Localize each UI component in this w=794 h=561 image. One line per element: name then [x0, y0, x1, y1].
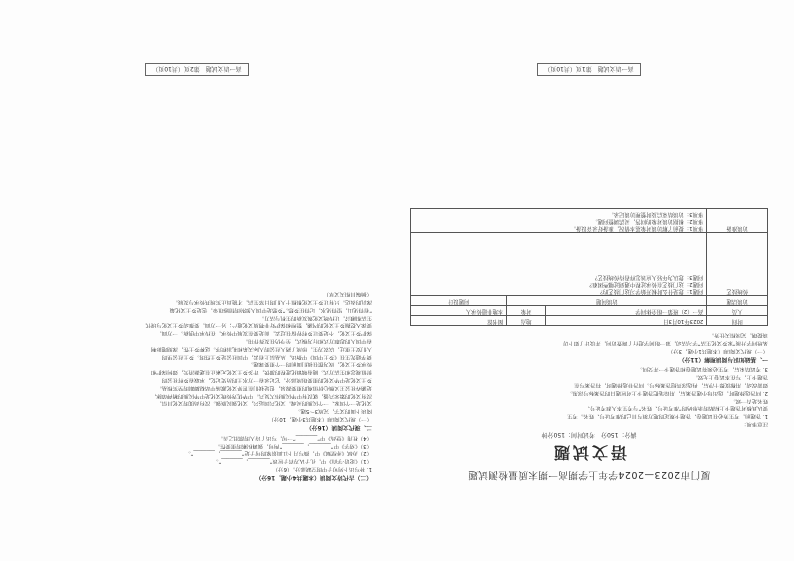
- cell-time-value: 2023年10月3日: [545, 316, 707, 326]
- cell-time-label: 时间: [707, 316, 768, 326]
- notice-line: 要认真核对答题卡上粘贴的条形码的“准考证号、姓名”与考生本人准考证号、: [584, 405, 768, 412]
- prep-line: 事项2：根据访谈对象的回答，灵活调整问题。: [592, 218, 704, 225]
- cell-object-value: 本地非遗传承人: [411, 306, 507, 316]
- col-question-header: 访谈问题: [507, 296, 707, 306]
- question-line: 问题2：这门技艺在传承过程中遇到过哪些困难？: [586, 281, 704, 288]
- section-1-title: 一、基础知识与阅读理解（11分）: [678, 355, 768, 362]
- cell-object-label: 对象: [507, 306, 545, 316]
- passage-line: 深沉的表达。只有让乡土文化根植于人们的日常生活，才能真正实现其传承与发展。: [172, 299, 372, 306]
- topic-b: 访谈准备: [707, 209, 768, 233]
- classical-item: （2）苏轼《赤壁赋》中，描写月下江面景象的句子是“________，________”。: [185, 450, 372, 457]
- passage-line: 保护乡土文化，不是要让乡村停留在过去，而是要在发展中传承，在传承中创新。一方面，: [156, 330, 372, 337]
- exam-meta: 满分：150分 考试时间：150分钟: [541, 431, 637, 438]
- topic-b-prep: [411, 209, 707, 233]
- notice-title: 注意事项：: [741, 421, 768, 427]
- page-2-footer: [22, 63, 372, 76]
- exam-title: 语文试题: [551, 443, 628, 462]
- passage-line: 乡土文化是中华文化的重要组成部分，它记录着一方水土的历史记忆，承载着乡村社会的: [161, 377, 372, 384]
- section-1-intro: 谈提纲，完成相关任务。: [708, 332, 768, 339]
- section-classical-title: （二）古代诗文阅读（本题共4小题，16分）: [255, 474, 372, 480]
- passage-line: 是涵养社会主义核心价值观的重要源泉，也是我们在世界文化激荡中站稳脚跟的坚实根基。: [156, 384, 372, 391]
- notice-line: 如需改动，用橡皮擦干净后，再选涂其他答案标号。回答非选择题时，将答案写在: [573, 382, 768, 389]
- cell-place-value: 图书馆: [411, 316, 507, 326]
- col-topic-header: 访谈话题: [707, 296, 768, 306]
- passage-line: 生活相融合，让传统文化焕发新的生机与活力。: [258, 314, 372, 321]
- section-2-sub: （一）现代文阅读I（本题共3小题，10分）: [268, 416, 372, 423]
- exam-page-2: [22, 63, 372, 483]
- passage-source: （摘编自相关文章）: [323, 291, 372, 298]
- passage-line: “看得见山，望得见水，记得住乡愁。”乡愁是中国人独特的情感纽带，也是乡土文化最: [169, 306, 372, 313]
- page-2-footer-label: 高一语文试题 第2页（共10页）: [145, 63, 248, 76]
- section-2-title: 二、现代文阅读（16分）: [305, 424, 372, 431]
- notice-line: 姓名是否一致。: [730, 397, 768, 404]
- passage-line: 没有文化的繁荣兴盛，就没有中华民族伟大复兴。中华优秀传统文化是中华民族的精神命脉，: [150, 392, 372, 399]
- notice-line: 2. 回答选择题时，选出每小题答案后，用铅笔把答题卡上对应题目的答案标号涂黑。: [567, 389, 768, 396]
- notice-line: 3. 考试结束后，考生必须将试题卷和答题卡一并交回。: [637, 366, 768, 373]
- page-1-footer-label: 高一语文试题 第1页（共10页）: [537, 63, 640, 76]
- section-2-intro: 阅读下面的文字，完成3～5题。: [295, 408, 372, 415]
- exam-page-1: [410, 63, 768, 483]
- classical-item: （3）《劝学》中“________，________”两句，强调积累的重要性。: [214, 442, 372, 449]
- passage-line: 要深入挖掘乡土文化的内涵，整理和保护好非物质文化遗产；另一方面，要推动乡土文化与现代: [145, 322, 372, 329]
- passage-line: 费孝通先生在《乡土中国》中指出，从基层上看去，中国社会是乡土性的。乡土社会里的: [161, 353, 372, 360]
- topic-a: 传统技艺: [707, 233, 768, 296]
- prep-line: 事项3：访谈结束后及时整理访谈记录。: [608, 211, 704, 218]
- question-line: 问题1：您是什么时候开始学习这门技艺的？: [597, 288, 704, 295]
- classical-item: （1）《论语·学而》中，孔子认为君子应该“________，________”。: [213, 458, 372, 465]
- classical-item: 1. 补写出下列句子中的空缺部分。（6分）: [272, 466, 372, 472]
- classical-item: （4）杜甫《登高》中“________”一句，写出了诗人的漂泊之苦。: [217, 434, 372, 441]
- passage-line: 人们安土重迁，以农为生，形成了熟人社会的人际关系和礼治秩序。这种乡土性，深刻地影响: [150, 345, 372, 352]
- question-line: 问题3：您认为年轻人应该怎样看待传统技艺？: [592, 274, 704, 281]
- notice-line: 答题卡上，写在本试卷上无效。: [692, 374, 768, 381]
- section-1-sub: （一）现代文阅读I（本题共1小题，3分）: [667, 347, 768, 354]
- notice-line: 1. 答题前，考生务必在试题卷、答题卡规定的地方填写自己的准考证号、姓名。考生: [567, 413, 768, 420]
- interview-table: [410, 208, 768, 326]
- topic-a-questions: [411, 233, 707, 296]
- page-1-footer: [410, 63, 768, 76]
- cell-people-value: 高一（2）班第一组全体同学: [545, 306, 707, 316]
- cell-place-label: 地点: [507, 316, 545, 326]
- section-1-intro: 某班同学开展“家乡文化生活”学习活动，第一组同学进行了调查访问，并设计了如下访: [562, 339, 768, 346]
- passage-line: 价值观念和生活方式。随着城镇化进程的加快，许多乡土文化元素正在逐渐消失，如何保护和: [150, 369, 372, 376]
- passage-line: 传承乡土文化，成为摆在我们面前的一个重要课题。: [248, 361, 372, 368]
- cell-people-label: 人员: [707, 306, 768, 316]
- passage-line: 着中国人的思维方式和行为模式，至今仍在发挥作用。: [242, 338, 372, 345]
- passage-line: 文化是一个国家、一个民族的灵魂。文化兴国运兴，文化强民族强。没有高度的文化自信，: [156, 400, 372, 407]
- exam-header: 厦门市2023—2024学年上学期高一期末质量检测试题: [467, 469, 711, 480]
- col-design-header: 问题设计: [411, 296, 507, 306]
- prep-line: 事项1：提前了解访谈对象基本情况，准备好录音设备。: [570, 225, 704, 232]
